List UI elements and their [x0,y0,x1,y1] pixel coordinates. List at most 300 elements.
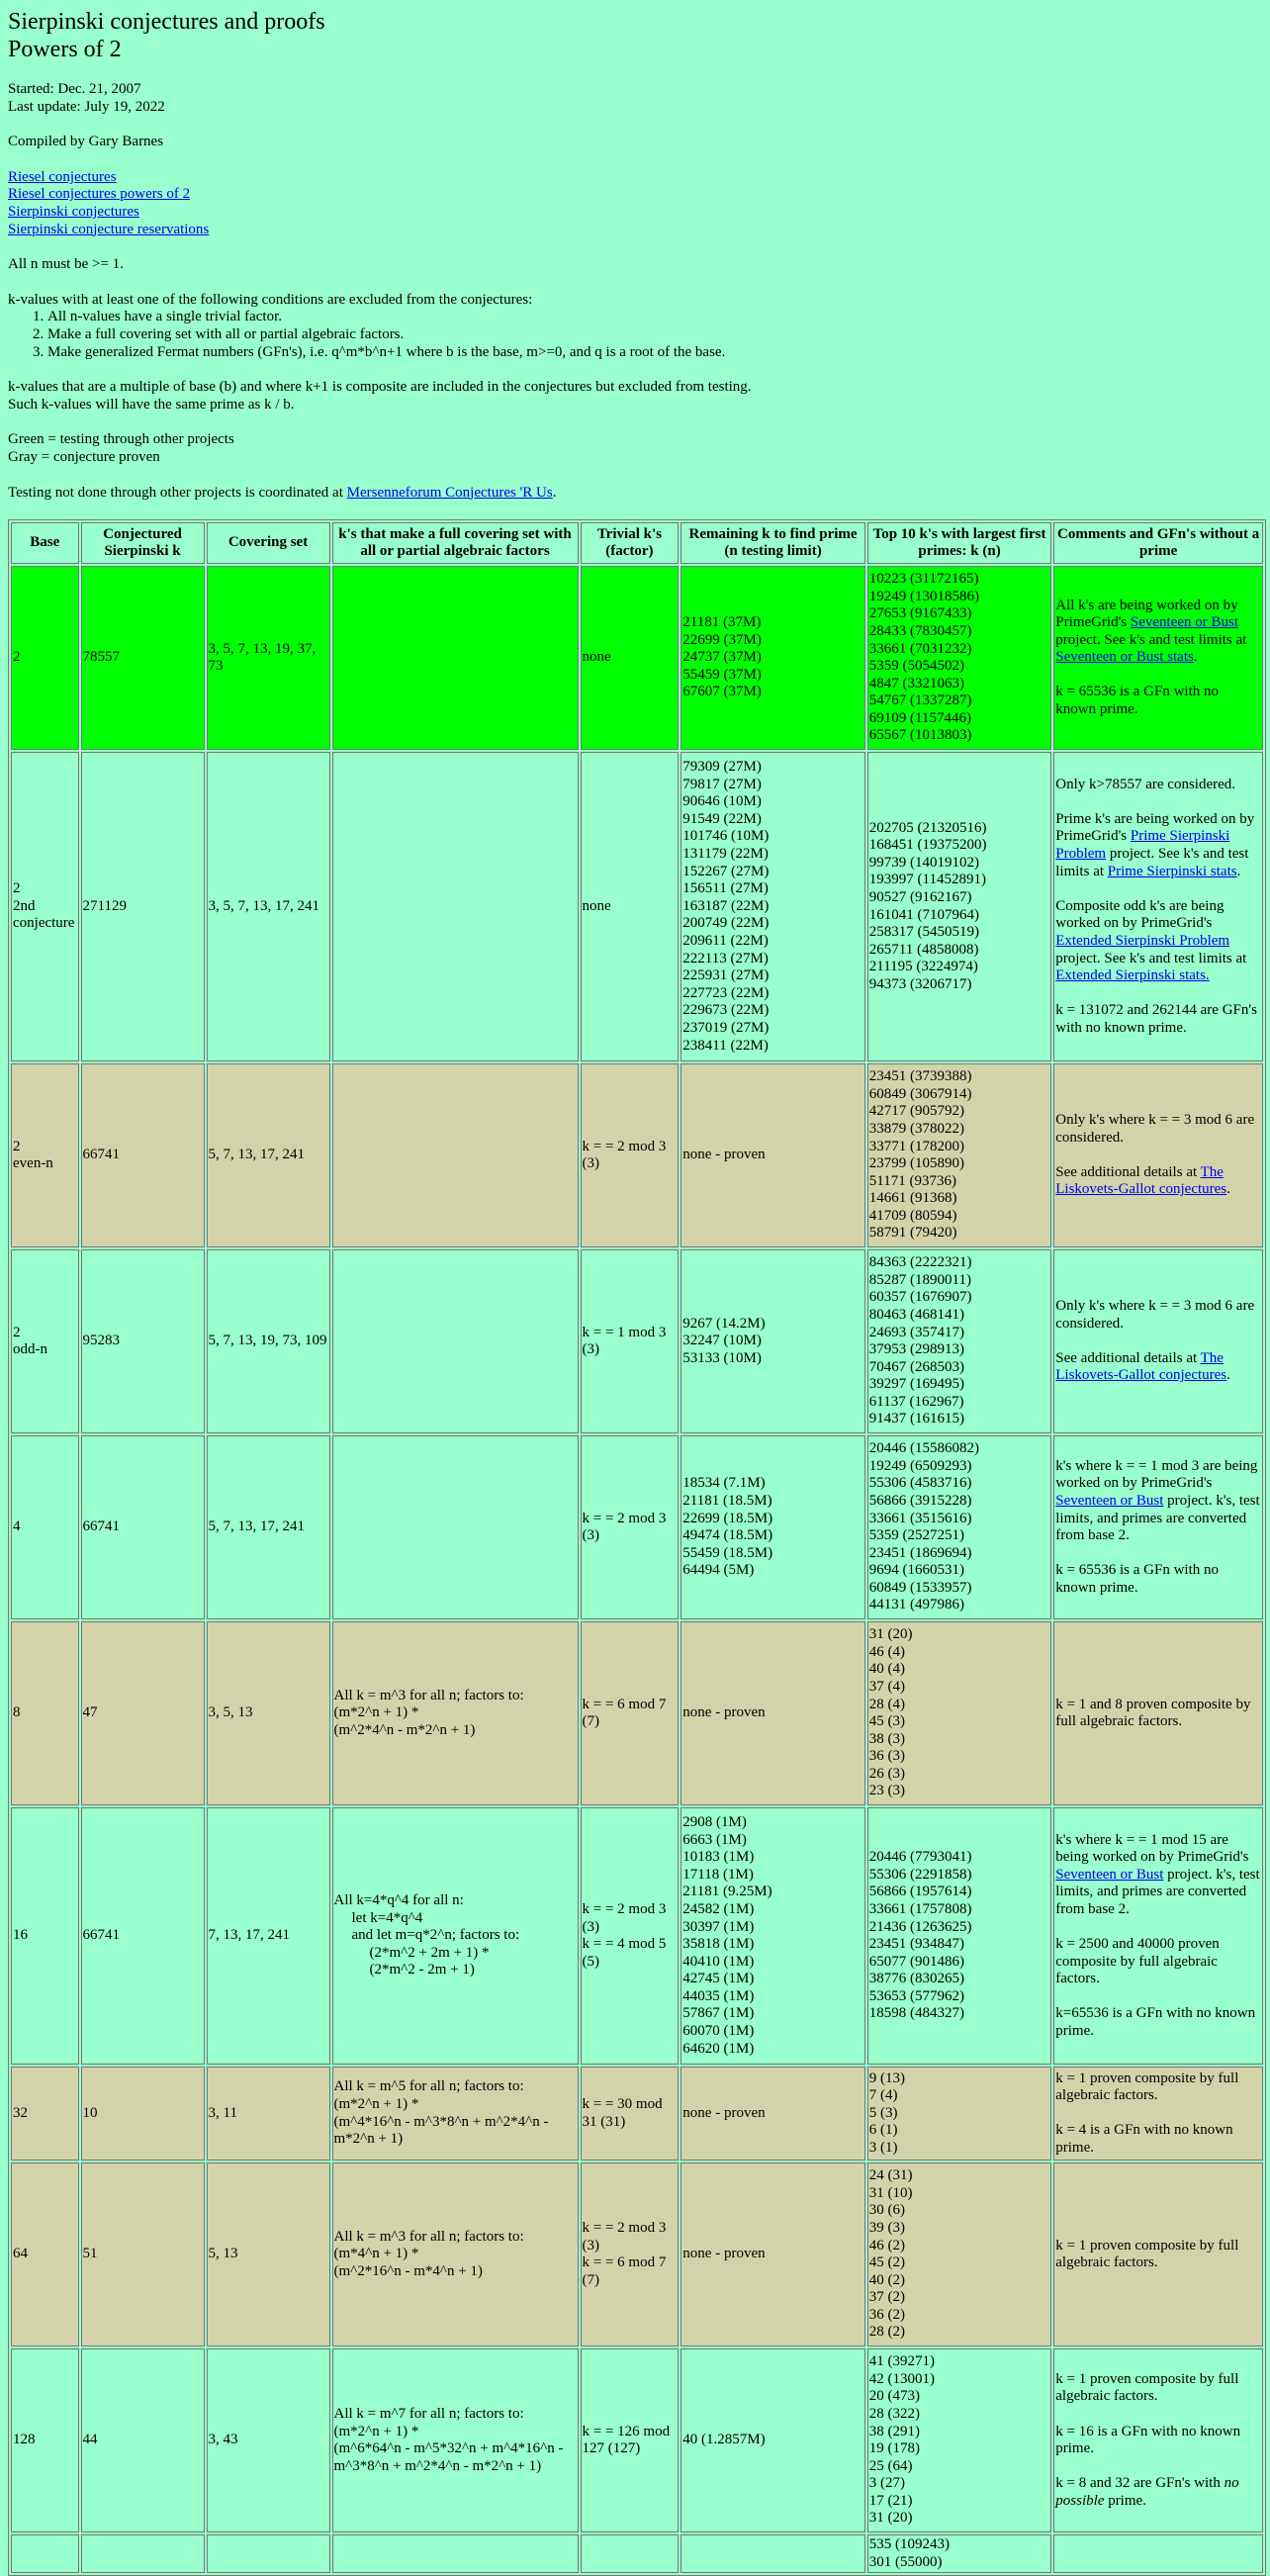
comment-paragraph [1055,1832,1261,1919]
top-k: 85287 (1890011) [868,1271,971,1288]
remaining-k: 91549 (22M) [682,810,762,827]
top-k: 40 (4) [868,1661,906,1678]
exclusion-item: 1. All n-values have a single trivial factor. [47,309,1262,326]
remaining-k: 44035 (1M) [682,1987,755,2004]
top-k: 80463 (468141) [868,1306,965,1323]
comment-text: project. k's, test limits, and primes are converted from base 2. [1055,1492,1260,1544]
coordination-note [8,485,1262,503]
cell-trivial [581,2162,680,2346]
link-riesel-conjectures[interactable]: Riesel conjectures [8,168,117,185]
top-k: 44131 (497986) [868,1597,965,1613]
algebraic-line: let k=4*q^4 [351,1909,423,1926]
top-k: 58791 (79420) [868,1225,957,1242]
remaining-k: 22699 (18.5M) [682,1510,773,1526]
algebraic-line: All k = m^5 for all n; factors to: [333,2078,524,2095]
comment-paragraph [1055,2070,1261,2105]
base-value: 2 [13,1138,21,1154]
cell-trivial [581,1807,680,2065]
top-k: 28 (322) [868,2405,921,2422]
remaining-k: none - proven [682,1147,766,1163]
algebraic-line: (m*2^n + 1) * [333,2423,419,2439]
top-k: 28 (2) [868,2324,906,2341]
top-k: 10223 (31172165) [868,571,979,588]
remaining-k: 2908 (1M) [682,1813,747,1830]
cell-algebraic [332,1435,579,1619]
started-date: Started: Dec. 21, 2007 [8,81,141,97]
top-k: 37 (4) [868,1678,906,1695]
comment-paragraph [1055,1164,1261,1199]
cell-remaining [680,2067,864,2161]
comment-text: . [1226,1181,1230,1198]
comment-paragraph [1055,1936,1261,1988]
remaining-k: 152267 (27M) [682,863,770,879]
top-k: 9 (13) [868,2070,906,2086]
top-k: 60849 (1533957) [868,1579,972,1596]
top-k: 301 (55000) [868,2553,943,2570]
remaining-k: 60070 (1M) [682,2023,755,2040]
comment-paragraph [1055,2424,1261,2458]
top-k: 51171 (93736) [868,1172,956,1189]
cell-algebraic [332,2348,579,2532]
top-k: 535 (109243) [868,2536,951,2553]
comment-text: project. See k's and test limits at [1055,846,1249,879]
top-k: 6 (1) [868,2122,898,2139]
top-k: 7 (4) [868,2087,898,2104]
exclusion-list [8,309,1262,361]
top-k: 45 (2) [868,2254,906,2271]
comment-text: k's where k = = 1 mod 15 are being worked on by PrimeGrid's [1055,1831,1249,1866]
top-k: 23799 (105890) [868,1155,965,1172]
trivial-line: none [582,897,611,914]
remaining-k: 229673 (22M) [682,1002,770,1019]
algebraic-line: (m*4^n + 1) * [333,2246,419,2262]
cell-comments [1053,1063,1263,1247]
paragraph-gap [1055,793,1261,811]
remaining-k: 32247 (10M) [682,1333,762,1349]
top-k: 33661 (7031232) [868,640,972,657]
algebraic-line: and let m=q*2^n; factors to: [351,1927,520,1944]
cell-comments [1053,1249,1263,1433]
top-k: 18598 (484327) [868,2005,965,2022]
remaining-k: 17118 (1M) [682,1866,754,1883]
top-k: 23451 (934847) [868,1936,965,1953]
comment-link[interactable]: Seventeen or Bust [1055,1866,1164,1883]
remaining-k: 209611 (22M) [682,932,769,949]
paragraph-gap [1055,1147,1261,1164]
base-value: 32 [13,2104,28,2121]
cell-covering-set: 3, 5, 13 [207,1621,330,1805]
top-k: 25 (64) [868,2457,913,2474]
top-k: 21436 (1263625) [868,1918,972,1935]
trivial-line: k = = 4 mod 5 (5) [582,1936,667,1970]
remaining-k: 6663 (1M) [682,1831,747,1848]
remaining-k: 131179 (22M) [682,846,769,863]
base-value: odd-n [13,1341,47,1358]
cell-trivial [581,2348,680,2532]
remaining-k: 90646 (10M) [682,793,762,810]
base-value: 2 [13,1324,21,1340]
remaining-k: 79817 (27M) [682,776,762,792]
comment-link[interactable]: The Liskovets-Gallot conjectures [1055,1163,1227,1198]
cell-remaining [680,1621,864,1805]
multiple-note-line: Such k-values will have the same prime as k / b. [8,396,295,413]
comment-text: k = 1 and 8 proven composite by full algebraic factors. [1055,1696,1251,1730]
paragraph-gap [1055,1545,1261,1563]
cell-base [11,566,79,750]
header-base: Base [11,522,79,564]
top-k: 36 (2) [868,2306,906,2323]
comment-text: See additional details at [1055,1163,1201,1180]
remaining-k: 22699 (37M) [682,631,762,648]
remaining-k: 21181 (18.5M) [682,1492,772,1509]
cell-conjectured-k: 10 [81,2067,205,2161]
top-k: 33661 (1757808) [868,1900,972,1917]
cell-algebraic [332,1063,579,1247]
algebraic-line: (2*m^2 - 2m + 1) [369,1962,475,1978]
link-mersenneforum[interactable]: Mersenneforum Conjectures 'R Us [346,484,553,501]
top-k: 23 (3) [868,1783,906,1799]
link-riesel-powers-of-2[interactable]: Riesel conjectures powers of 2 [8,186,191,203]
trivial-line: none [582,649,611,666]
top-k: 14661 (91368) [868,1190,957,1207]
top-k: 65077 (901486) [868,1953,965,1970]
remaining-k: 225931 (27M) [682,967,770,984]
top-k: 54767 (1337287) [868,692,972,709]
top-k: 168451 (19375200) [868,837,987,854]
legend [8,431,1262,466]
conjectures-table [8,519,1266,2576]
algebraic-line: (m^6*64^n - m^5*32^n + m^4*16^n - m^3*8^n + m^2*4^n - m*2^n + 1) [333,2440,564,2474]
cell-comments [1053,752,1263,1061]
table-header-row [11,522,1263,564]
comment-paragraph [1055,811,1261,880]
table-row [11,2162,1263,2346]
top-k: 20 (473) [868,2388,921,2405]
paragraph-gap [1055,2105,1261,2123]
comment-text: project. See k's and test limits at [1055,950,1247,966]
cell-conjectured-k: 271129 [81,752,205,1061]
cell-covering-set: 5, 7, 13, 19, 73, 109 [207,1249,330,1433]
remaining-k: none - proven [682,2104,766,2121]
legend-green: Green = testing through other projects [8,431,234,448]
top-k: 39297 (169495) [868,1376,965,1393]
trivial-line: k = = 1 mod 3 (3) [582,1324,667,1358]
cell-conjectured-k: 44 [81,2348,205,2532]
comment-emphasis: no possible [1055,2475,1239,2509]
top-k: 24693 (357417) [868,1324,965,1340]
comment-link[interactable]: The Liskovets-Gallot conjectures [1055,1349,1227,1384]
top-k: 9694 (1660531) [868,1562,965,1579]
remaining-k: 156511 (27M) [682,880,769,897]
comment-link[interactable]: Prime Sierpinski Problem [1055,828,1230,863]
comment-paragraph [1055,598,1261,667]
cell-comments [1053,2348,1263,2532]
base-value: 2nd conjecture [13,897,75,932]
top-k: 40 (2) [868,2271,906,2288]
remaining-k: 21181 (9.25M) [682,1884,772,1900]
cell-trivial [581,1063,680,1247]
base-value: 64 [13,2246,28,2262]
trivial-line: k = = 2 mod 3 (3) [582,1510,667,1544]
comment-text: k = 65536 is a GFn with no known prime. [1055,684,1219,718]
top-k: 65567 (1013803) [868,727,972,744]
remaining-k: none - proven [682,2246,766,2262]
algebraic-line: (m^2*4^n - m*2^n + 1) [333,1721,476,1738]
table-row [11,1621,1263,1805]
cell-remaining [680,566,864,750]
comment-paragraph [1055,1697,1261,1731]
trivial-line: k = = 2 mod 3 (3) [582,2219,667,2254]
cell-covering-set: 3, 5, 7, 13, 17, 241 [207,752,330,1061]
paragraph-gap [1055,2406,1261,2424]
remaining-k: 222113 (27M) [682,950,769,966]
exclusion-item: 3. Make generalized Fermat numbers (GFn's), i.e. q^m*b^n+1 where b is the base, m>=0, and q is a root of the base. [47,344,1262,362]
cell-top10 [867,1435,1051,1619]
comment-paragraph [1055,1298,1261,1333]
comment-paragraph [1055,2238,1261,2272]
comment-text: Composite odd k's are being worked on by PrimeGrid's [1055,897,1225,932]
table-row [11,566,1263,750]
cell-comments [1053,1435,1263,1619]
cell-base [11,1063,79,1247]
multiple-note [8,379,1262,414]
top-k: 24 (31) [868,2167,913,2184]
trivial-line: k = = 6 mod 7 (7) [582,1696,667,1730]
top-k: 90527 (9162167) [868,889,972,905]
cell-algebraic [332,566,579,750]
exclusion-section [8,292,1262,361]
comment-link[interactable]: Prime Sierpinski stats [1107,863,1237,879]
comment-text: All k's are being worked on by PrimeGrid's [1055,597,1238,631]
comment-link[interactable]: Seventeen or Bust [1055,1492,1164,1509]
comment-text: k = 2500 and 40000 proven composite by full algebraic factors. [1055,1936,1220,1987]
header-trivial-ks: Trivial k's (factor) [581,522,680,564]
remaining-k: 163187 (22M) [682,897,770,914]
header-remaining-k: Remaining k to find prime (n testing limit) [680,522,864,564]
header-comments: Comments and GFn's without a prime [1053,522,1263,564]
last-update-date: Last update: July 19, 2022 [8,98,165,115]
paragraph-gap [1055,985,1261,1003]
top-k: 56866 (1957614) [868,1884,972,1900]
cell-top10 [867,2162,1051,2346]
algebraic-line: (m^2*16^n - m*4^n + 1) [333,2262,483,2279]
cell-remaining [680,752,864,1061]
remaining-k: 57867 (1M) [682,2005,755,2022]
remaining-k: 42745 (1M) [682,1971,755,1987]
cell-base [11,2067,79,2161]
cell-top10 [867,2348,1051,2532]
base-value: 128 [13,2432,36,2448]
comment-text: k = 131072 and 262144 are GFn's with no known prime. [1055,1002,1257,1036]
table-row [11,2067,1263,2161]
comment-paragraph [1055,777,1261,794]
top-k: 5359 (2527251) [868,1527,965,1544]
comment-text: k = 1 proven composite by full algebraic factors. [1055,2237,1239,2271]
multiple-note-line: k-values that are a multiple of base (b) and where k+1 is composite are included in the conjectures but excluded from testing. [8,379,752,396]
comment-text: project. See k's and test limits at [1055,631,1247,648]
comment-text: . [1236,863,1241,879]
top-k: 37 (2) [868,2289,906,2306]
top-k: 53653 (577962) [868,1987,965,2004]
comment-text: Prime k's are being worked on by PrimeGrid's [1055,810,1255,845]
cell-algebraic [332,1621,579,1805]
comment-text: k = 65536 is a GFn with no known prime. [1055,1562,1219,1596]
top-k: 33661 (3515616) [868,1510,972,1526]
top-k: 60357 (1676907) [868,1289,972,1306]
top-k: 45 (3) [868,1713,906,1730]
top-k: 38 (3) [868,1730,906,1747]
header-top10: Top 10 k's with largest first primes: k (n) [867,522,1051,564]
table-row [11,1063,1263,1247]
algebraic-line: All k = m^7 for all n; factors to: [333,2405,524,2422]
cell-top10 [867,1807,1051,2065]
header-covering-set: Covering set [207,522,330,564]
top-k: 33879 (378022) [868,1120,965,1137]
comment-paragraph [1055,2371,1261,2406]
top-k: 42 (13001) [868,2370,936,2387]
comment-link[interactable]: Extended Sierpinski Problem [1055,932,1230,949]
page-subtitle: Powers of 2 [8,37,122,62]
cell-algebraic [332,1249,579,1433]
exclusion-item: 2. Make a full covering set with all or partial algebraic factors. [47,326,1262,344]
legend-gray: Gray = conjecture proven [8,448,160,465]
top-k: 46 (2) [868,2237,906,2254]
link-sierpinski-conjectures[interactable]: Sierpinski conjectures [8,203,139,220]
remaining-k: 40 (1.2857M) [682,2432,766,2448]
cell-top10 [867,1621,1051,1805]
top-k: 38776 (830265) [868,1971,965,1987]
top-k: 265711 (4858008) [868,941,979,958]
paragraph-gap [1055,1333,1261,1350]
top-k: 258317 (5450519) [868,924,980,941]
cell-remaining [680,1807,864,2065]
paragraph-gap [1055,667,1261,685]
exclusion-intro: k-values with at least one of the following conditions are excluded from the conjectures: [8,291,533,308]
top-k: 161041 (7107964) [868,906,980,923]
cell-top10 [867,1249,1051,1433]
comment-link[interactable]: Seventeen or Bust [1130,614,1239,631]
comment-text: . [1193,649,1198,666]
comment-text: k's where k = = 1 mod 3 are being worked on by PrimeGrid's [1055,1457,1258,1492]
trivial-line: k = = 2 mod 3 (3) [582,1900,667,1935]
remaining-k: 21181 (37M) [682,614,762,631]
cell-covering-set: 5, 7, 13, 17, 241 [207,1063,330,1247]
base-value: 2 [13,649,21,666]
remaining-k: 35818 (1M) [682,1936,755,1953]
comment-text: See additional details at [1055,1349,1201,1366]
cell-covering-set: 5, 7, 13, 17, 241 [207,1435,330,1619]
top-k: 211195 (3224974) [868,959,978,975]
remaining-k: 55459 (37M) [682,666,762,683]
algebraic-line: (m^4*16^n - m^3*8^n + m^2*4^n - m*2^n + 1) [333,2113,549,2148]
cell-remaining [680,2162,864,2346]
top-k: 3 (1) [868,2139,898,2156]
remaining-k: 67607 (37M) [682,684,762,700]
top-k: 91437 (161615) [868,1411,965,1427]
top-k: 60849 (3067914) [868,1085,972,1102]
cell-trivial [581,1621,680,1805]
comment-paragraph [1055,2122,1261,2157]
top-k: 30 (6) [868,2202,906,2219]
paragraph-gap [1055,880,1261,898]
top-k: 3 (27) [868,2475,906,2492]
cell-base [11,2162,79,2346]
cell-base [11,1807,79,2065]
comment-paragraph [1055,2475,1261,2510]
algebraic-line: (m*2^n + 1) * [333,2096,419,2112]
cell-top10 [867,2067,1051,2161]
comment-text: prime. [1104,2492,1146,2509]
trivial-line: k = = 126 mod 127 (127) [582,2423,671,2457]
cell-comments [1053,2067,1263,2161]
remaining-k: 40410 (1M) [682,1953,755,1970]
top-k: 4847 (3321063) [868,675,965,691]
cell-comments [1053,1621,1263,1805]
cell-remaining [680,1063,864,1247]
top-k: 69109 (1157446) [868,709,971,726]
comment-text: Only k's where k = = 3 mod 6 are considered. [1055,1112,1255,1146]
top-k: 42717 (905792) [868,1103,965,1120]
link-sierpinski-reservations[interactable]: Sierpinski conjecture reservations [8,221,210,237]
comment-paragraph [1055,898,1261,985]
page-title: Sierpinski conjectures and proofs [8,9,325,35]
top-k: 61137 (162967) [868,1393,964,1410]
comment-text: project. k's, test limits, and primes are converted from base 2. [1055,1866,1260,1917]
remaining-k: 237019 (27M) [682,1019,770,1036]
cell-covering-set: 3, 5, 7, 13, 19, 37, 73 [207,566,330,750]
cell-base [11,752,79,1061]
cell-trivial [581,566,680,750]
comment-link[interactable]: Extended Sierpinski stats. [1055,967,1210,984]
algebraic-line: All k = m^3 for all n; factors to: [333,1687,524,1703]
remaining-k: 49474 (18.5M) [682,1527,773,1544]
top-k: 17 (21) [868,2492,913,2509]
remaining-k: 10183 (1M) [682,1849,755,1866]
comment-paragraph [1055,1112,1261,1147]
cell-covering-set: 5, 13 [207,2162,330,2346]
table-row [11,2348,1263,2532]
cell-comments [1053,1807,1263,2065]
remaining-k: 24737 (37M) [682,649,762,666]
top-k: 26 (3) [868,1765,906,1782]
comment-text: . [1226,1367,1230,1384]
remaining-k: 55459 (18.5M) [682,1544,773,1561]
remaining-k: 238411 (22M) [682,1037,769,1054]
cell-top10 [867,1063,1051,1247]
comment-text: Only k's where k = = 3 mod 6 are considered. [1055,1298,1255,1332]
cell-conjectured-k: 95283 [81,1249,205,1433]
comment-link[interactable]: Seventeen or Bust stats [1055,649,1194,666]
coordination-end: . [552,484,557,501]
cell-conjectured-k: 47 [81,1621,205,1805]
comment-paragraph [1055,1458,1261,1545]
cell-base [11,1435,79,1619]
top-k: 23451 (1869694) [868,1544,972,1561]
comment-text: k = 8 and 32 are GFn's with [1055,2475,1225,2492]
remaining-k: 200749 (22M) [682,915,770,932]
comment-paragraph [1055,684,1261,718]
top-k: 55306 (2291858) [868,1866,972,1883]
table-row [11,1249,1263,1433]
comment-text: k = 1 proven composite by full algebraic factors. [1055,2070,1239,2104]
algebraic-line: All k=4*q^4 for all n: [333,1892,464,1909]
top-k: 28433 (7830457) [868,622,972,639]
paragraph-gap [1055,2458,1261,2476]
paragraph-gap [1055,1988,1261,2006]
remaining-k: 18534 (7.1M) [682,1475,766,1492]
remaining-k: 227723 (22M) [682,984,770,1001]
comment-paragraph [1055,2005,1261,2040]
